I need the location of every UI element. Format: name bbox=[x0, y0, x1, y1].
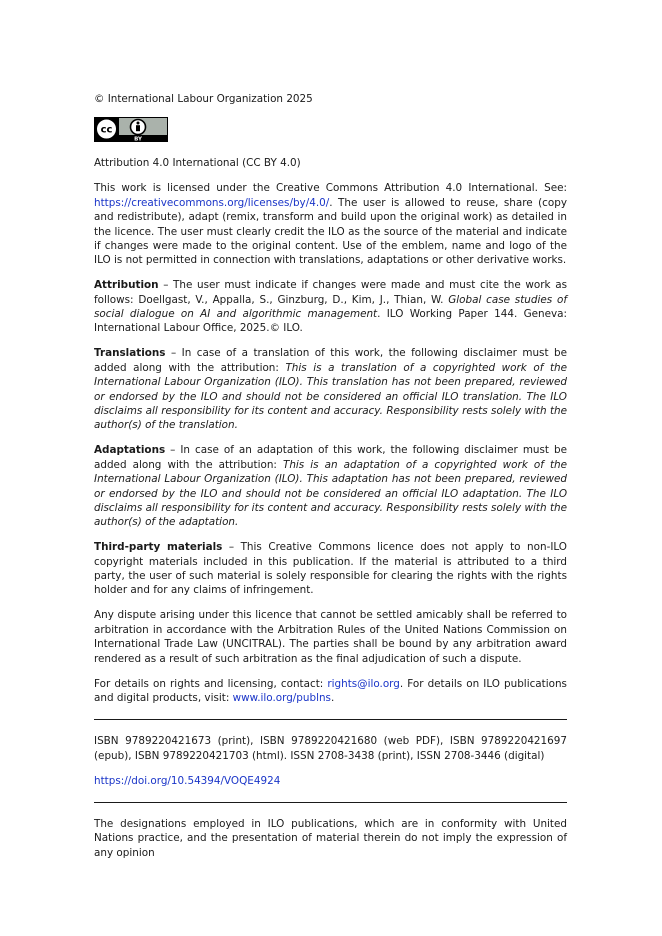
translations-label: Translations bbox=[94, 347, 166, 360]
cc-license-link[interactable]: https://creativecommons.org/licenses/by/4.0/ bbox=[94, 196, 330, 209]
attribution-label: Attribution bbox=[94, 279, 159, 292]
translations-paragraph: Translations – In case of a translation of this work, the following disclaimer must be added along with the attribution: This is a translation of a copyrighted work of the International Labour Organization (ILO). This translation has not been prepared, reviewed or endorsed by the ILO and should not be considered an official ILO translation. The ILO disclaims all responsibility for its content and accuracy. Responsibility rests solely with the author(s) of the translation. bbox=[94, 347, 567, 432]
divider bbox=[94, 802, 567, 803]
cc-by-badge-text: BY bbox=[134, 136, 142, 143]
adaptations-paragraph: Adaptations – In case of an adaptation of this work, the following disclaimer must be added along with the attribution: This is an adaptation of a copyrighted work of the International Labour Organization (ILO). This adaptation has not been prepared, reviewed or endorsed by the ILO and should not be considered an official ILO adaptation. The ILO disclaims all responsibility for its content and accuracy. Responsibility rests solely with the author(s) of the adaptation. bbox=[94, 444, 568, 529]
doi-paragraph bbox=[94, 774, 567, 788]
third-party-label: Third-party materials bbox=[94, 541, 223, 554]
rights-email-link[interactable]: rights@ilo.org bbox=[327, 677, 400, 690]
divider bbox=[94, 719, 567, 720]
license-paragraph: This work is licensed under the Creative Commons Attribution 4.0 International. See: https://creativecommons.org/licenses/by/4.0/. The user is allowed to reuse, share (copy and redistribute), adapt (remix, transform and build upon the original work) as detailed in the licence. The user must clearly credit the ILO as the source of the material and indicate if changes were made to the original content. Use of the emblem, name and logo of the ILO is not permitted in connection with translations, adaptations or other derivative works. bbox=[94, 182, 567, 267]
adaptations-label: Adaptations bbox=[94, 444, 166, 457]
third-party-paragraph: Third-party materials – This Creative Commons licence does not apply to non-ILO copyright materials included in this publication. If the material is attributed to a third party, the user of such material is solely responsible for clearing the rights with the rights holder and for any claims of infringement. bbox=[94, 541, 567, 597]
attribution-title: Global case studies of social dialogue on AI and algorithmic management bbox=[94, 293, 567, 321]
cc-by-badge-icon bbox=[94, 117, 168, 142]
adaptations-disclaimer: This is an adaptation of a copyrighted work of the International Labour Organization (ILO). This adaptation has not been prepared, reviewed or endorsed by the ILO and should not be considered an official ILO adaptation. The ILO disclaims all responsibility for its content and accuracy. Responsibility rests solely with the author(s) of the adaptation. bbox=[94, 458, 568, 529]
copyright-page-content bbox=[94, 92, 567, 871]
designations-paragraph: The designations employed in ILO publications, which are in conformity with United Nations practice, and the presentation of material therein do not imply the expression of any opinion bbox=[94, 818, 567, 859]
isbn-paragraph: ISBN 9789220421673 (print), ISBN 9789220421680 (web PDF), ISBN 9789220421697 (epub), ISBN 9789220421703 (html). ISSN 2708-3438 (print), ISSN 2708-3446 (digital) bbox=[94, 735, 567, 762]
translations-disclaimer: This is a translation of a copyrighted work of the International Labour Organization (ILO). This translation has not been prepared, reviewed or endorsed by the ILO and should not be considered an official ILO translation. The ILO disclaims all responsibility for its content and accuracy. Responsibility rests solely with the author(s) of the translation. bbox=[94, 361, 567, 432]
svg-text:cc: cc bbox=[100, 125, 113, 137]
dispute-paragraph: Any dispute arising under this licence that cannot be settled amicably shall be referred to arbitration in accordance with the Arbitration Rules of the United Nations Commission on International Trade Law (UNCITRAL). The parties shall be bound by any arbitration award rendered as a result of such arbitration as the final adjudication of such a dispute. bbox=[94, 609, 567, 665]
license-name: Attribution 4.0 International (CC BY 4.0) bbox=[94, 157, 301, 170]
ilo-publications-link[interactable]: www.ilo.org/publns bbox=[232, 691, 331, 704]
copyright-line: © International Labour Organization 2025 bbox=[94, 93, 313, 105]
attribution-paragraph: Attribution – The user must indicate if changes were made and must cite the work as follows: Doellgast, V., Appalla, S., Ginzburg, D., Kim, J., Thian, W. Global case studies of social dialogue on AI and algorithmic management. ILO Working Paper 144. Geneva: International Labour Office, 2025.© ILO. bbox=[94, 279, 568, 335]
doi-link[interactable]: https://doi.org/10.54394/VOQE4924 bbox=[94, 774, 281, 787]
contact-paragraph: For details on rights and licensing, contact: rights@ilo.org. For details on ILO publications and digital products, visit: www.ilo.org/publns. bbox=[94, 677, 567, 704]
